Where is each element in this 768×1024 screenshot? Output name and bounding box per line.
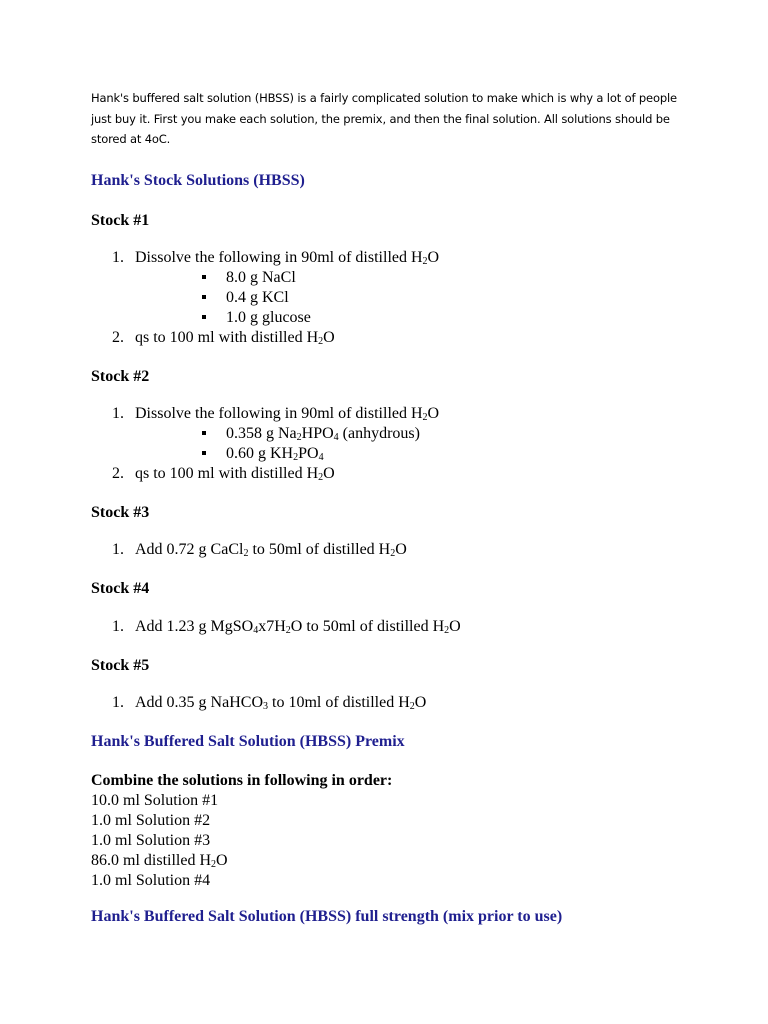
step-text: Add 0.35 g NaHCO$_3$ to 10ml of distilled $H_2O$ bbox=[135, 694, 427, 712]
premix-heading: Hank's Buffered Salt Solution (HBSS) Premix bbox=[91, 733, 405, 750]
combine-line-1: 10.0 ml Solution #1 bbox=[91, 792, 219, 809]
step-number: 1. bbox=[112, 541, 124, 558]
step-number: 1. bbox=[112, 694, 124, 711]
bullet-icon bbox=[202, 431, 206, 435]
bullet-icon bbox=[202, 275, 206, 279]
step-number: 1. bbox=[112, 405, 124, 422]
stock-1-title: Stock #1 bbox=[91, 212, 150, 229]
combine-line-3: 1.0 ml Solution #3 bbox=[91, 832, 211, 849]
intro-paragraph: Hank's buffered salt solution (HBSS) is a fairly complicated solution to make which is why a lot of people just buy it. First you make each solution, the premix, and then the final solution. All solutions should be stored at 4oC. bbox=[91, 91, 677, 146]
combine-line-5: 1.0 ml Solution #4 bbox=[91, 872, 211, 889]
combine-line-4: 86.0 ml distilled $H_2O$ bbox=[91, 852, 228, 870]
step-text: Add 0.72 g CaCl$_2$ to 50ml of distilled $H_2O$ bbox=[135, 541, 407, 559]
full-strength-heading: Hank's Buffered Salt Solution (HBSS) full strength (mix prior to use) bbox=[91, 908, 563, 925]
step-text: Dissolve the following in 90ml of distilled $H_2O$ bbox=[135, 249, 440, 267]
stock-solutions-heading: Hank's Stock Solutions (HBSS) bbox=[91, 172, 305, 189]
bullet-icon bbox=[202, 451, 206, 455]
step-number: 2. bbox=[112, 329, 124, 346]
step-number: 2. bbox=[112, 465, 124, 482]
stock-3-title: Stock #3 bbox=[91, 504, 150, 521]
bullet-icon bbox=[202, 315, 206, 319]
step-text: Add 1.23 g $MgSO_4x7H_2O$ to 50ml of distilled $H_2O$ bbox=[135, 618, 461, 636]
combine-list bbox=[91, 771, 392, 891]
step-number: 1. bbox=[112, 249, 124, 266]
stock-5-title: Stock #5 bbox=[91, 657, 150, 674]
step-text: Dissolve the following in 90ml of distilled $H_2O$ bbox=[135, 405, 440, 423]
document-page: Hank's buffered salt solution (HBSS) is a fairly complicated solution to make which is why a lot of people just buy it. First you make each solution, the premix, and then the final solution. All solutions should be stored at 4oC. Hank's Stock Solutions (HBSS) Stock #1 1. Dissolve the following in 90ml of distilled $H_2O$ 8.0 g NaCl 0.4 g KCl 1.0 g glucose 2. qs to 100 ml with distilled $H_2O$ Stock #2 1. Dissolve the following in 90ml of distilled $H_2O$ 0.358 g $Na_2HPO_4$ (anhydrous) 0.60 g $KH_2PO_4$ 2. qs to 100 ml with distilled $H_2O$ Stock #3 1. Add 0.72 g CaCl$_2$ to 50ml of distilled $H_2O$ Stock #4 1. Add 1.23 g $MgSO_4x7H_2O$ to 50ml of distilled $H_2O$ Stock #5 1. Add 0.35 g NaHCO$_3$ to 10ml of distilled $H_2O$ Hank's Buffered Salt Solution (HBSS) Premix Combine the solutions in following in order: 10.0 ml Solution #1 1.0 ml Solution #2 1.0 ml Solution #3 86.0 ml distilled $H_2O$ 1.0 ml Solution #4 Hank's Buffered Salt Solution (HBSS) full strength (mix prior to use) bbox=[91, 88, 731, 150]
bullet-icon bbox=[202, 295, 206, 299]
stock-2-title: Stock #2 bbox=[91, 368, 150, 385]
combine-line-2: 1.0 ml Solution #2 bbox=[91, 812, 211, 829]
step-number: 1. bbox=[112, 618, 124, 635]
step-text: qs to 100 ml with distilled $H_2O$ bbox=[135, 329, 335, 347]
combine-heading: Combine the solutions in following in order: bbox=[91, 772, 393, 789]
stock-4-title: Stock #4 bbox=[91, 580, 150, 597]
step-text: qs to 100 ml with distilled $H_2O$ bbox=[135, 465, 335, 483]
